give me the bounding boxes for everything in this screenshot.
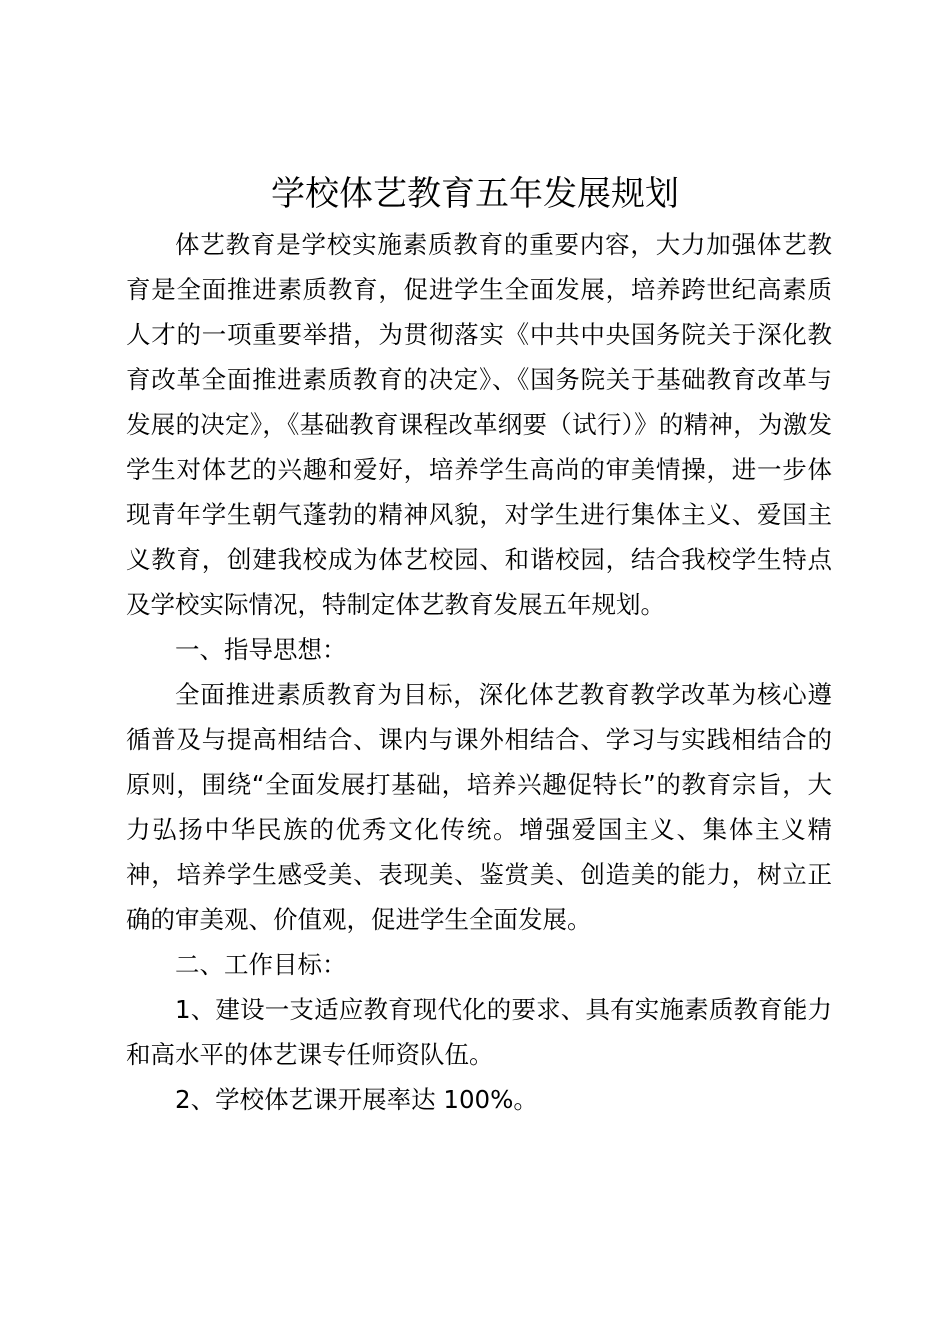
goal-item-2: 2、学校体艺课开展率达 100%。 <box>175 1085 538 1114</box>
heading-work-goals: 二、工作目标： <box>175 950 347 979</box>
paragraph-intro: 体艺教育是学校实施素质教育的重要内容，大力加强体艺教育是全面推进素质教育，促进学生全面发展，培养跨世纪高素质人才的一项重要举措，为贯彻落实《中共中央国务院关于深化教育改革全面推进素质教育的决定》、《国务院关于基础教育改革与发展的决定》，《基础教育课程改革纲要（试行）》的精神，为激发学生对体艺的兴趣和爱好，培养学生高尚的审美情操，进一步体现青年学生朝气蓬勃的精神风貌，对学生进行集体主义、爱国主义教育，创建我校成为体艺校园、和谐校园，结合我校学生特点及学校实际情况，特制定体艺教育发展五年规划。 <box>126 230 832 619</box>
heading-guiding-ideology: 一、指导思想： <box>175 635 347 664</box>
goal-item-1: 1、建设一支适应教育现代化的要求、具有实施素质教育能力和高水平的体艺课专任师资队伍。 <box>126 995 832 1069</box>
document-body <box>126 222 832 1122</box>
document-title: 学校体艺教育五年发展规划 <box>271 174 679 214</box>
paragraph-guiding-ideology: 全面推进素质教育为目标，深化体艺教育教学改革为核心遵循普及与提高相结合、课内与课外相结合、学习与实践相结合的原则，围绕“全面发展打基础，培养兴趣促特长”的教育宗旨，大力弘扬中华民族的优秀文化传统。增强爱国主义、集体主义精神，培养学生感受美、表现美、鉴赏美、创造美的能力，树立正确的审美观、价值观，促进学生全面发展。 <box>126 680 832 934</box>
